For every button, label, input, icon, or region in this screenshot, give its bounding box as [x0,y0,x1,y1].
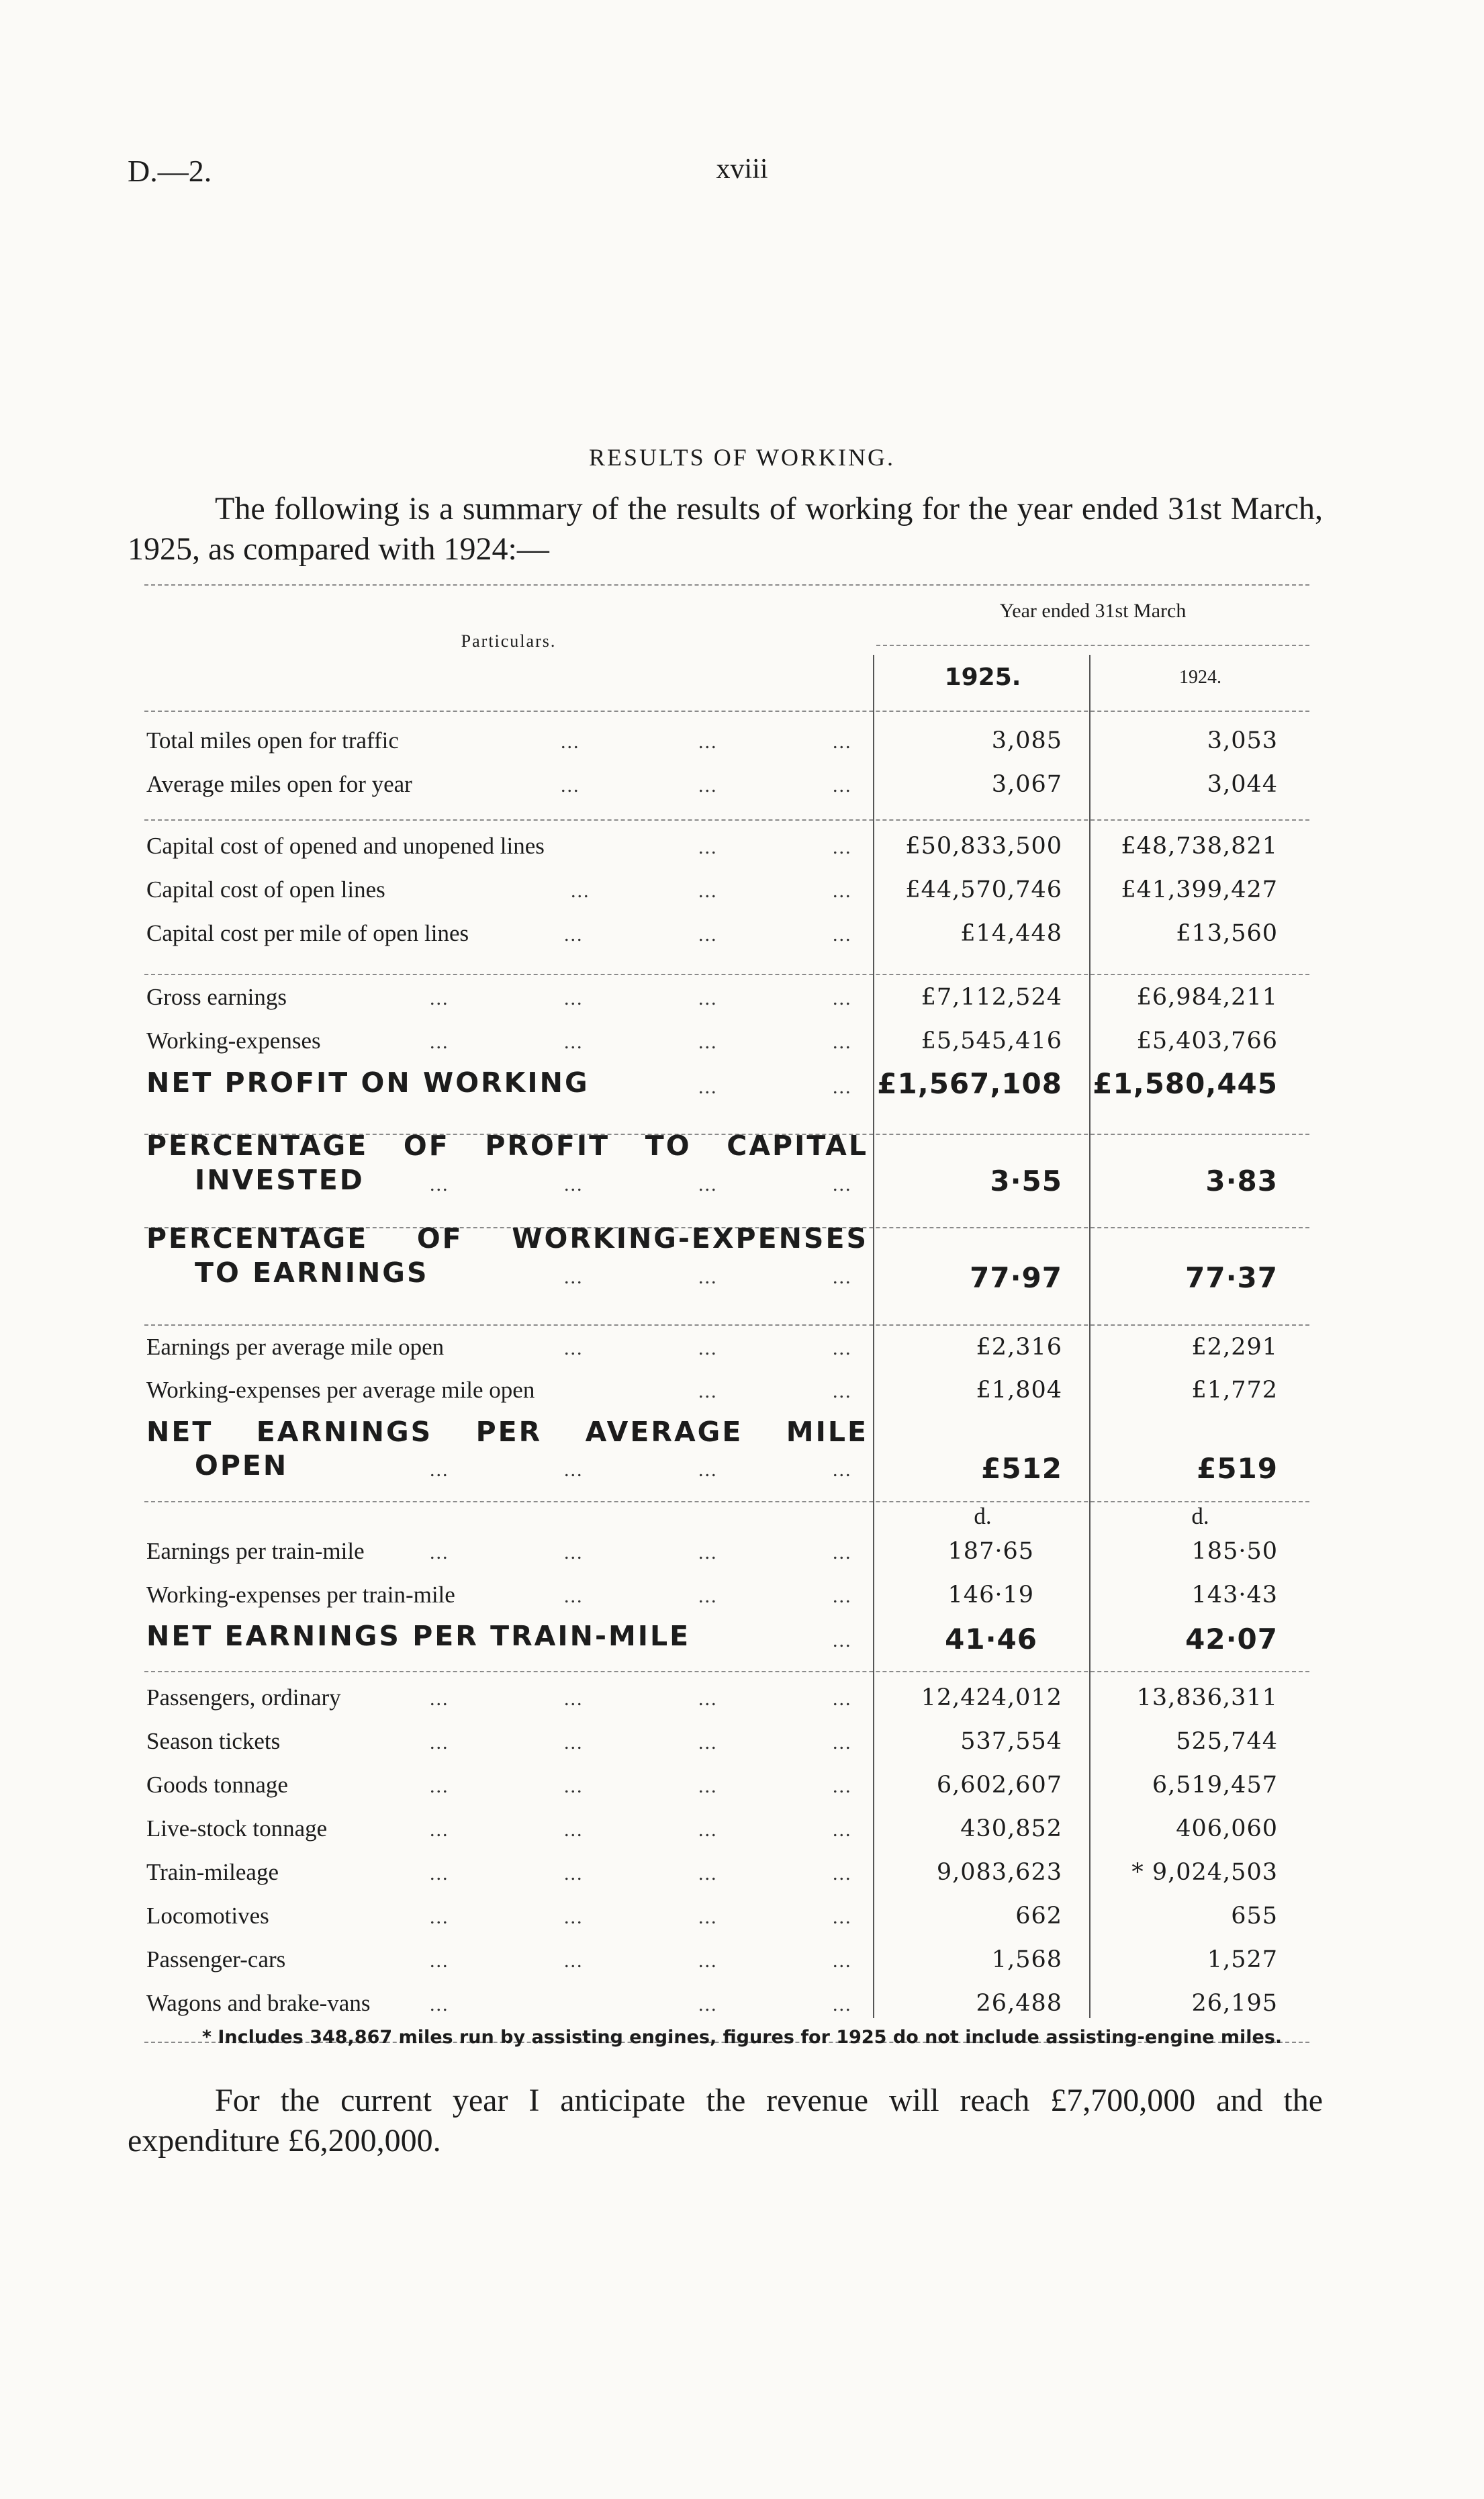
leader-dots: ... [833,836,852,858]
leader-dots: ... [564,1775,584,1797]
value-1925: 6,602,607 [936,1772,1062,1799]
leader-dots: ... [430,987,449,1009]
value-1924: 3·83 [1205,1165,1278,1197]
section-rule [144,1324,1309,1326]
row-label: Working-expenses per train-mile [146,1582,455,1608]
leader-dots: ... [833,1906,852,1928]
leader-dots: ... [698,1950,718,1972]
row-label: Capital cost of opened and unopened lines [146,833,545,859]
leader-dots: ... [430,1541,449,1563]
row-label: Capital cost of open lines [146,876,385,903]
value-1924: 406,060 [1176,1815,1278,1842]
value-1924: £519 [1197,1452,1278,1485]
row-label-net-earnings-train-mile: NET EARNINGS PER TRAIN-MILE [146,1620,691,1652]
leader-dots: ... [833,1775,852,1797]
leader-dots: ... [564,1819,584,1841]
value-1925: £14,448 [960,920,1062,947]
page-reference: D.—2. [128,154,212,188]
row-label: Passengers, ordinary [146,1684,341,1711]
value-1925: 146·19 [947,1582,1034,1608]
value-1925: 3·55 [990,1165,1062,1197]
leader-dots: ... [698,880,718,902]
leader-dots: ... [833,923,852,946]
row-label-net-profit: NET PROFIT ON WORKING [146,1066,590,1099]
value-1925: £1,567,108 [877,1067,1062,1100]
row-label-percentage-expenses: PERCENTAGE OF WORKING-EXPENSES [146,1222,868,1255]
value-1925: £44,570,746 [905,876,1062,903]
section-rule [144,974,1309,975]
leader-dots: ... [698,923,718,946]
leader-dots: ... [698,774,718,797]
closing-paragraph: For the current year I anticipate the revenue will reach £7,700,000 and the expenditure £6,200,000. [128,2083,1323,2159]
value-1924: 77·37 [1185,1261,1278,1294]
row-label: Season tickets [146,1728,281,1754]
value-1924: £6,984,211 [1136,984,1278,1011]
value-1925: £512 [981,1452,1062,1485]
value-1924: 3,053 [1207,727,1278,754]
value-1925: 12,424,012 [921,1684,1062,1711]
leader-dots: ... [698,1541,718,1563]
leader-dots: ... [833,1950,852,1972]
column-header-year-group: Year ended 31st March [999,600,1187,622]
leader-dots: ... [833,1731,852,1754]
leader-dots: ... [833,880,852,902]
leader-dots: ... [564,1585,584,1607]
leader-dots: ... [698,1862,718,1884]
value-1924: £13,560 [1176,920,1278,947]
intro-paragraph: The following is a summary of the results of working for the year ended 31st March, 1925, as compared with 1924:— [128,491,1323,567]
leader-dots: ... [833,987,852,1009]
leader-dots: ... [698,1775,718,1797]
value-1925: 662 [1015,1903,1062,1929]
leader-dots: ... [564,1731,584,1754]
leader-dots: ... [698,1819,718,1841]
value-1925: 430,852 [960,1815,1062,1842]
leader-dots: ... [430,1031,449,1053]
value-1924: £1,580,445 [1093,1067,1278,1100]
leader-dots: ... [833,1629,852,1651]
column-header-particulars: Particulars. [461,631,557,651]
value-1925: £5,545,416 [921,1028,1062,1054]
leader-dots: ... [430,1819,449,1841]
leader-dots: ... [564,1950,584,1972]
row-label: Gross earnings [146,984,287,1010]
row-label-percentage-profit: PERCENTAGE OF PROFIT TO CAPITAL [146,1130,868,1162]
value-1925: 9,083,623 [936,1859,1062,1886]
leader-dots: ... [564,1862,584,1884]
row-label: Wagons and brake-vans [146,1990,371,2016]
section-rule [144,1501,1309,1502]
leader-dots: ... [833,1173,852,1195]
row-label: Train-mileage [146,1859,279,1885]
value-1924: 525,744 [1176,1728,1278,1755]
unit-pence: d. [1191,1503,1209,1529]
leader-dots: ... [698,1906,718,1928]
leader-dots: ... [564,923,584,946]
value-1925: 77·97 [970,1261,1062,1294]
column-header-1925: 1925. [944,664,1021,691]
row-label: Goods tonnage [146,1772,288,1798]
leader-dots: ... [698,1731,718,1754]
row-label: Earnings per train-mile [146,1538,365,1564]
leader-dots: ... [561,774,580,797]
value-1925: 26,488 [976,1990,1062,2017]
unit-pence: d. [974,1503,992,1529]
value-1924: £5,403,766 [1136,1028,1278,1054]
value-1925: £2,316 [976,1334,1062,1361]
leader-dots: ... [564,987,584,1009]
leader-dots: ... [430,1775,449,1797]
leader-dots: ... [698,836,718,858]
leader-dots: ... [698,1688,718,1710]
leader-dots: ... [833,731,852,753]
value-1925: £50,833,500 [905,833,1062,860]
column-header-1924: 1924. [1179,667,1221,688]
leader-dots: ... [833,1819,852,1841]
leader-dots: ... [698,1993,718,2015]
leader-dots: ... [430,1688,449,1710]
header-bottom-rule [144,711,1309,712]
leader-dots: ... [833,1862,852,1884]
leader-dots: ... [698,1173,718,1195]
leader-dots: ... [833,1541,852,1563]
leader-dots: ... [571,880,590,902]
value-1924: £1,772 [1191,1377,1278,1404]
leader-dots: ... [833,1688,852,1710]
leader-dots: ... [698,1337,718,1359]
value-1925: 537,554 [960,1728,1062,1755]
value-1924: 6,519,457 [1152,1772,1278,1799]
value-1924: 26,195 [1191,1990,1278,2017]
leader-dots: ... [430,1993,449,2015]
value-1924: £41,399,427 [1121,876,1278,903]
row-label-net-earnings-mile: NET EARNINGS PER AVERAGE MILE [146,1416,868,1448]
leader-dots: ... [430,1950,449,1972]
value-1925: 187·65 [947,1538,1034,1565]
row-label: Working-expenses per average mile open [146,1377,535,1403]
leader-dots: ... [833,1266,852,1288]
leader-dots: ... [430,1173,449,1195]
value-1925: 3,067 [991,771,1062,798]
row-label: Live-stock tonnage [146,1815,328,1842]
leader-dots: ... [833,1585,852,1607]
leader-dots: ... [564,1906,584,1928]
leader-dots: ... [430,1731,449,1754]
value-1924: 3,044 [1207,771,1278,798]
value-1924: 143·43 [1191,1582,1278,1608]
value-1925: 1,568 [991,1946,1062,1973]
leader-dots: ... [430,1459,449,1481]
leader-dots: ... [698,1585,718,1607]
row-label: Average miles open for year [146,771,412,797]
leader-dots: ... [833,1993,852,2015]
leader-dots: ... [698,1266,718,1288]
leader-dots: ... [430,1862,449,1884]
value-1924: £2,291 [1191,1334,1278,1361]
footnote: * Includes 348,867 miles run by assisting engines, figures for 1925 do not include assisting-engine miles. [201,2027,1283,2048]
leader-dots: ... [430,1906,449,1928]
value-1925: £7,112,524 [921,984,1062,1011]
row-label-continuation: INVESTED [195,1164,365,1196]
value-1924: 13,836,311 [1136,1684,1278,1711]
leader-dots: ... [564,1031,584,1053]
leader-dots: ... [833,1380,852,1402]
leader-dots: ... [698,731,718,753]
value-1924: 655 [1231,1903,1278,1929]
row-label: Working-expenses [146,1028,321,1054]
leader-dots: ... [564,1173,584,1195]
leader-dots: ... [833,1337,852,1359]
row-label: Capital cost per mile of open lines [146,920,469,946]
leader-dots: ... [564,1337,584,1359]
row-label-continuation: TO EARNINGS [195,1257,429,1289]
row-label: Total miles open for traffic [146,727,399,754]
value-1924: £48,738,821 [1121,833,1278,860]
table-top-rule [144,584,1309,586]
leader-dots: ... [564,1688,584,1710]
leader-dots: ... [564,1459,584,1481]
value-1925: 41·46 [945,1623,1037,1655]
leader-dots: ... [698,987,718,1009]
leader-dots: ... [564,1541,584,1563]
value-1924: 1,527 [1207,1946,1278,1973]
section-rule [144,1671,1309,1672]
value-1925: 3,085 [991,727,1062,754]
page-number: xviii [716,154,768,185]
leader-dots: ... [833,1459,852,1481]
section-rule [144,819,1309,821]
leader-dots: ... [833,1076,852,1098]
leader-dots: ... [564,1266,584,1288]
value-1924: 42·07 [1185,1623,1278,1655]
leader-dots: ... [833,1031,852,1053]
leader-dots: ... [561,731,580,753]
row-label: Earnings per average mile open [146,1334,445,1360]
value-1924-footnoted: * 9,024,503 [1131,1859,1278,1886]
header-divider [876,645,1309,646]
row-label-continuation: OPEN [195,1449,289,1482]
leader-dots: ... [698,1031,718,1053]
value-1925: £1,804 [976,1377,1062,1404]
leader-dots: ... [698,1380,718,1402]
row-label: Locomotives [146,1903,269,1929]
value-1924: 185·50 [1191,1538,1278,1565]
leader-dots: ... [833,774,852,797]
section-title: RESULTS OF WORKING. [588,444,896,471]
leader-dots: ... [698,1076,718,1098]
row-label: Passenger-cars [146,1946,286,1972]
leader-dots: ... [698,1459,718,1481]
